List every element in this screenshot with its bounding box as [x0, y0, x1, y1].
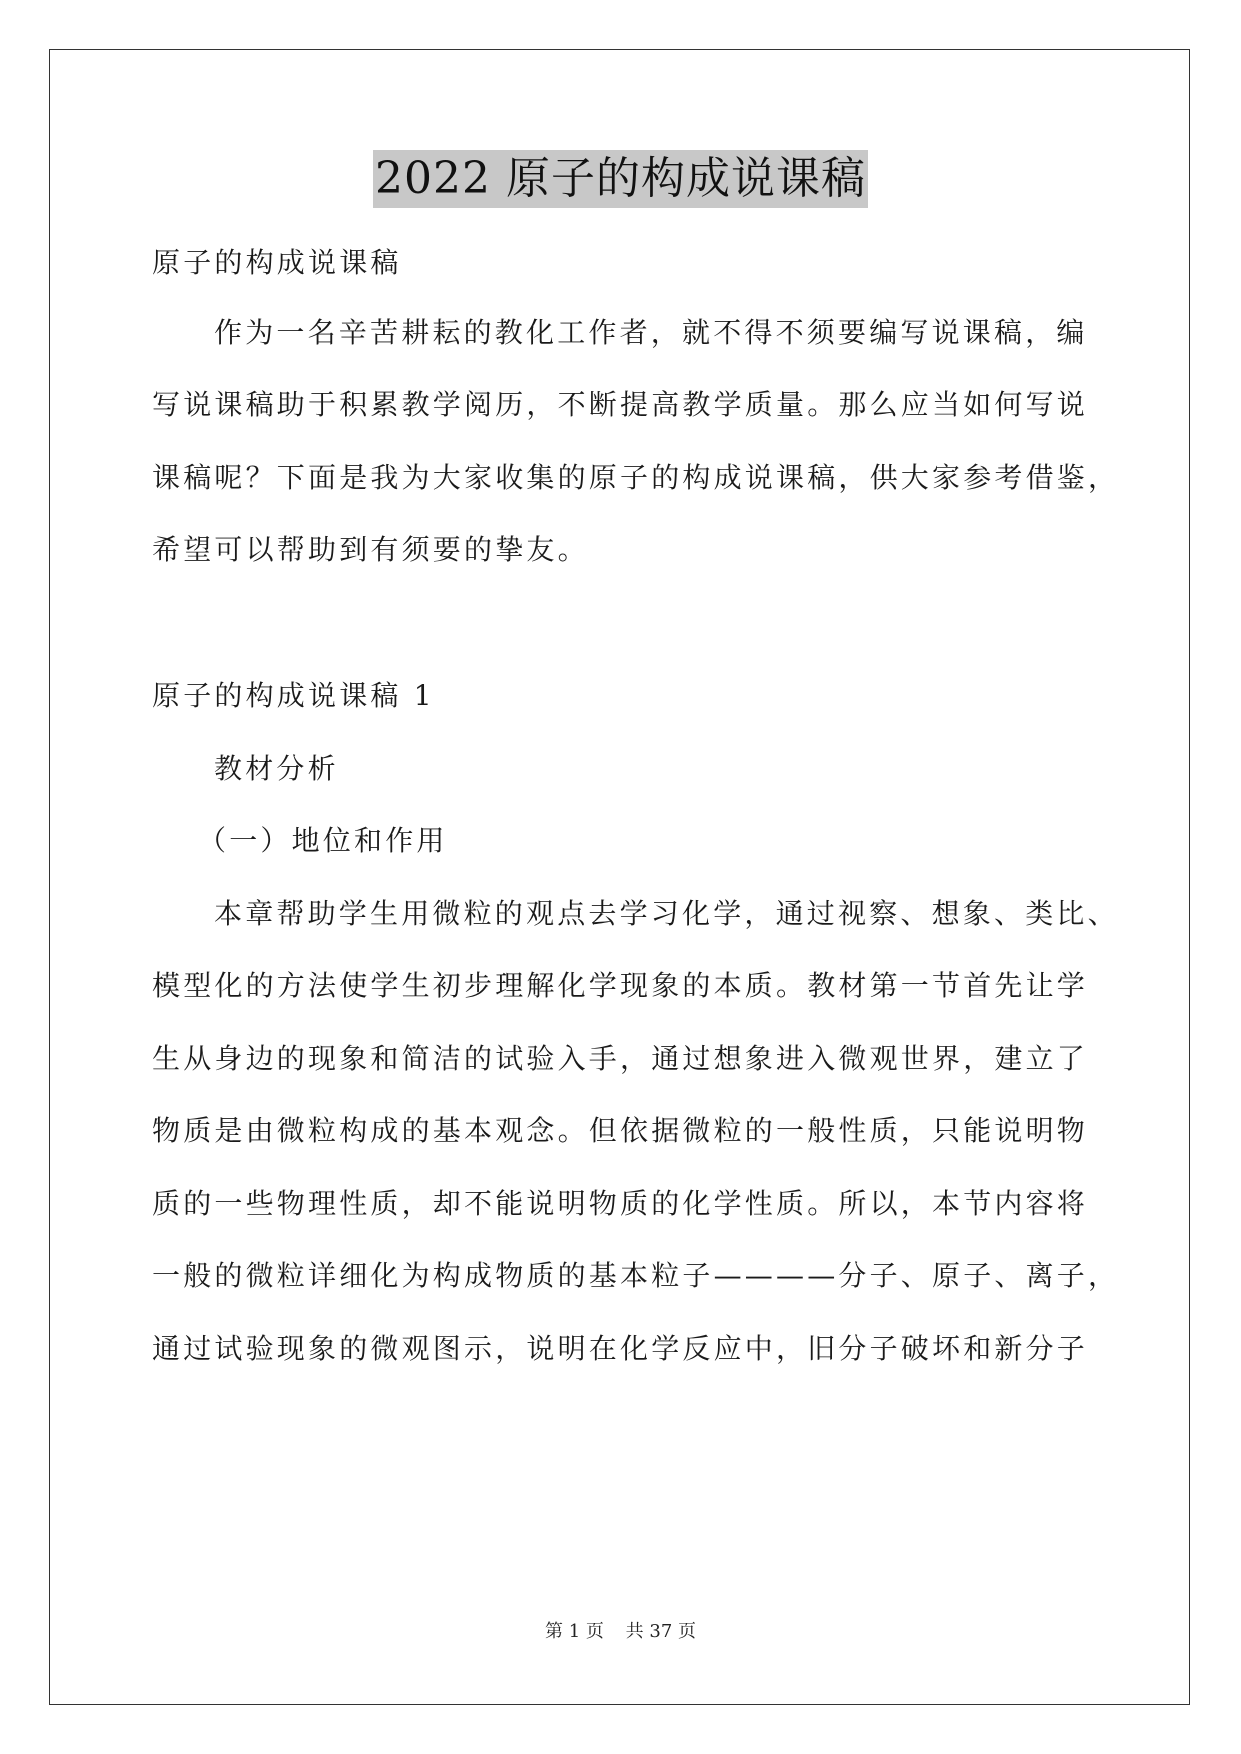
body-line: 模型化的方法使学生初步理解化学现象的本质。教材第一节首先让学 [152, 969, 1089, 1002]
document-title [0, 150, 1241, 210]
body-line: 一般的微粒详细化为构成物质的基本粒子————分子、原子、离子， [152, 1259, 1120, 1292]
page-total: 共 37 页 [625, 1621, 696, 1642]
subtitle: 原子的构成说课稿 [152, 246, 402, 279]
sub-heading: （一）地位和作用 [198, 824, 448, 857]
intro-line: 课稿呢？下面是我为大家收集的原子的构成说课稿，供大家参考借鉴， [152, 461, 1120, 494]
body-line: 本章帮助学生用微粒的观点去学习化学，通过视察、想象、类比、 [214, 897, 1119, 930]
document-title-text: 2022 原子的构成说课稿 [373, 150, 868, 208]
page-number: 第 1 页 [545, 1621, 604, 1642]
page-footer [0, 1620, 1241, 1644]
body-line: 生从身边的现象和简洁的试验入手，通过想象进入微观世界，建立了 [152, 1042, 1089, 1075]
intro-line: 希望可以帮助到有须要的挚友。 [152, 533, 589, 566]
intro-line: 作为一名辛苦耕耘的教化工作者，就不得不须要编写说课稿，编 [214, 316, 1088, 349]
section-heading: 教材分析 [214, 752, 339, 785]
section-title: 原子的构成说课稿 1 [152, 679, 435, 712]
body-line: 质的一些物理性质，却不能说明物质的化学性质。所以，本节内容将 [152, 1187, 1089, 1220]
body-line: 通过试验现象的微观图示，说明在化学反应中，旧分子破坏和新分子 [152, 1332, 1089, 1365]
intro-line: 写说课稿助于积累教学阅历，不断提高教学质量。那么应当如何写说 [152, 388, 1089, 421]
body-line: 物质是由微粒构成的基本观念。但依据微粒的一般性质，只能说明物 [152, 1114, 1089, 1147]
page-border [49, 49, 1190, 1705]
